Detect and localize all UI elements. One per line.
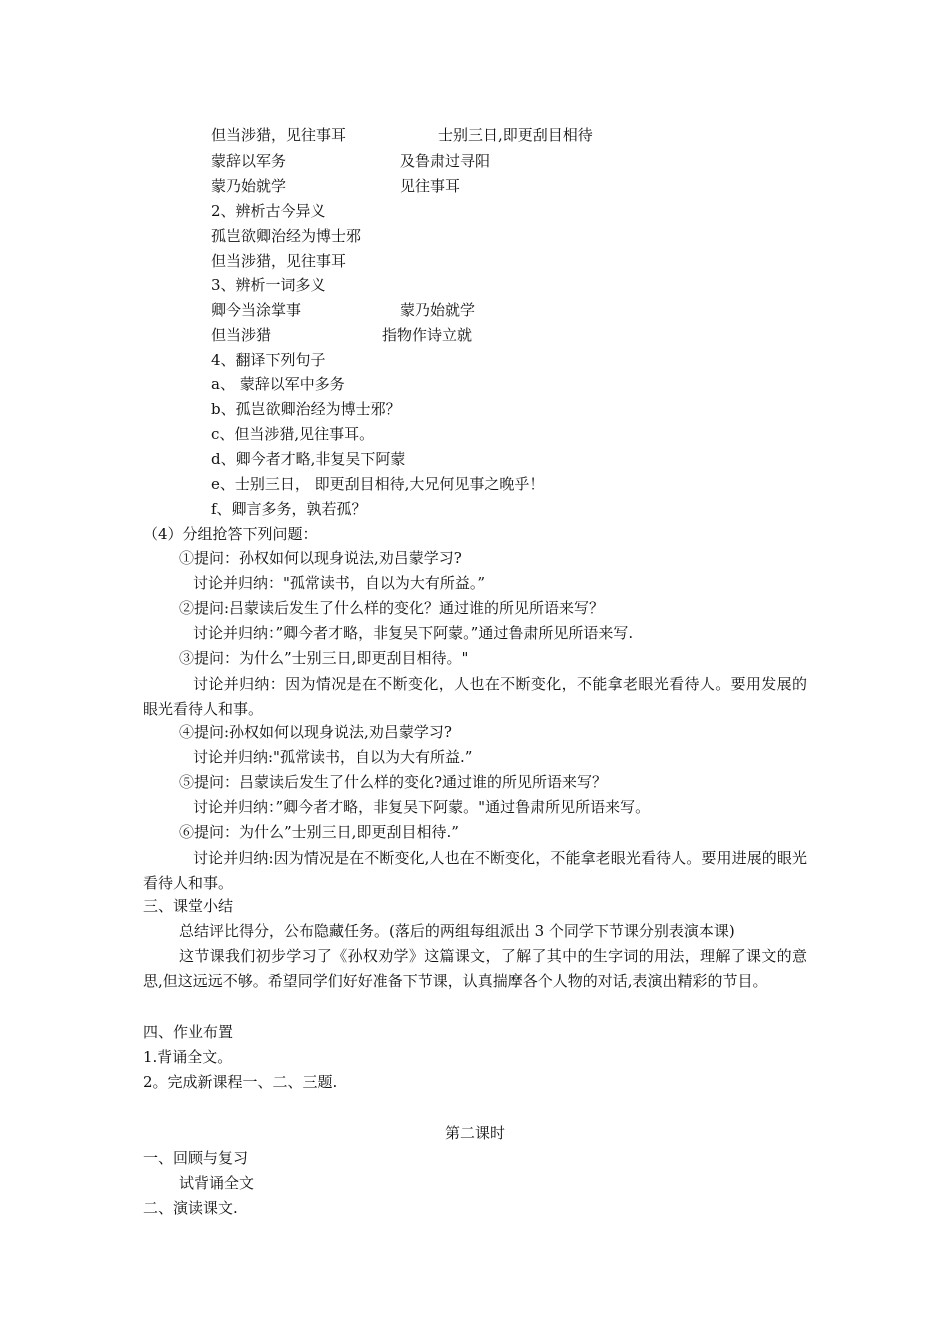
homework-item: 1.背诵全文。 bbox=[143, 1048, 233, 1066]
list-item: 试背诵全文 bbox=[179, 1174, 255, 1192]
section-heading-yici: 3、辨析一词多义 bbox=[211, 276, 326, 294]
lesson-title: 第二课时 bbox=[444, 1124, 505, 1142]
section-heading: 一、回顾与复习 bbox=[143, 1149, 249, 1167]
pair-left: 卿今当涂掌事 bbox=[211, 301, 302, 319]
homework-item: 2。完成新课程一、二、三题. bbox=[143, 1073, 338, 1091]
section-heading: 二、演读课文. bbox=[143, 1199, 238, 1217]
section-heading-gujin: 2、辨析古今异义 bbox=[211, 202, 326, 220]
list-item: f、卿言多务，孰若孤？ bbox=[211, 500, 367, 518]
question: ⑥提问：为什么”士别三日,即更刮目相待.” bbox=[179, 823, 459, 841]
pair-left: 但当涉猎 bbox=[211, 326, 272, 344]
question: ②提问:吕蒙读后发生了什么样的变化？通过谁的所见所语来写？ bbox=[179, 599, 605, 617]
question: ⑤提问：吕蒙读后发生了什么样的变化?通过谁的所见所语来写？ bbox=[179, 773, 608, 791]
answer: 讨论并归纳：”卿今者才略，非复吴下阿蒙。”通过鲁肃所见所语来写. bbox=[193, 624, 634, 642]
question: ③提问：为什么”士别三日,即更刮目相待。" bbox=[179, 649, 469, 667]
pair-right: 指物作诗立就 bbox=[382, 326, 473, 344]
summary-paragraph: 这节课我们初步学习了《孙权劝学》这篇课文，了解了其中的生字词的用法，理解了课文的意思,但这远远不够。希望同学们好好准备下节课，认真揣摩各个人物的对话,表演出精彩的节目。 bbox=[143, 947, 807, 990]
summary-paragraph: 总结评比得分，公布隐藏任务。(落后的两组每组派出 3 个同学下节课分别表演本课) bbox=[179, 922, 735, 940]
list-item: a、 蒙辞以军中多务 bbox=[211, 375, 345, 393]
pair-left: 但当涉猎，见往事耳 bbox=[211, 126, 347, 144]
pair-left: 蒙乃始就学 bbox=[211, 177, 287, 195]
section-heading-translate: 4、翻译下列句子 bbox=[211, 351, 326, 369]
group-heading: （4）分组抢答下列问题： bbox=[143, 525, 318, 543]
list-item: b、孤岂欲卿治经为博士邪？ bbox=[211, 400, 401, 418]
pair-right: 见往事耳 bbox=[400, 177, 461, 195]
question: ④提问:孙权如何以现身说法,劝吕蒙学习? bbox=[179, 723, 452, 741]
question: ①提问：孙权如何以现身说法,劝吕蒙学习? bbox=[179, 549, 462, 567]
pair-right: 士别三日,即更刮目相待 bbox=[438, 126, 593, 144]
pair-right: 及鲁肃过寻阳 bbox=[400, 152, 491, 170]
list-item: c、但当涉猎,见往事耳。 bbox=[211, 425, 375, 443]
pair-right: 蒙乃始就学 bbox=[400, 301, 476, 319]
homework-heading: 四、作业布置 bbox=[143, 1023, 234, 1041]
list-item: e、士别三日， 即更刮目相待,大兄何见事之晚乎！ bbox=[211, 475, 545, 493]
list-item: d、卿今者才略,非复吴下阿蒙 bbox=[211, 450, 406, 468]
list-item: 孤岂欲卿治经为博士邪 bbox=[211, 227, 362, 245]
answer: 讨论并归纳：”卿今者才略，非复吴下阿蒙。"通过鲁肃所见所语来写。 bbox=[193, 798, 651, 816]
answer: 讨论并归纳：因为情况是在不断变化，人也在不断变化，不能拿老眼光看待人。要用发展的眼光看待人和事。 bbox=[143, 675, 807, 718]
summary-heading: 三、课堂小结 bbox=[143, 897, 234, 915]
answer: 讨论并归纳:"孤常读书，自以为大有所益.” bbox=[193, 748, 473, 766]
pair-left: 蒙辞以军务 bbox=[211, 152, 287, 170]
list-item: 但当涉猎，见往事耳 bbox=[211, 252, 347, 270]
answer: 讨论并归纳:因为情况是在不断变化,人也在不断变化，不能拿老眼光看待人。要用进展的眼光看待人和事。 bbox=[143, 849, 807, 892]
answer: 讨论并归纳："孤常读书，自以为大有所益。” bbox=[193, 574, 486, 592]
